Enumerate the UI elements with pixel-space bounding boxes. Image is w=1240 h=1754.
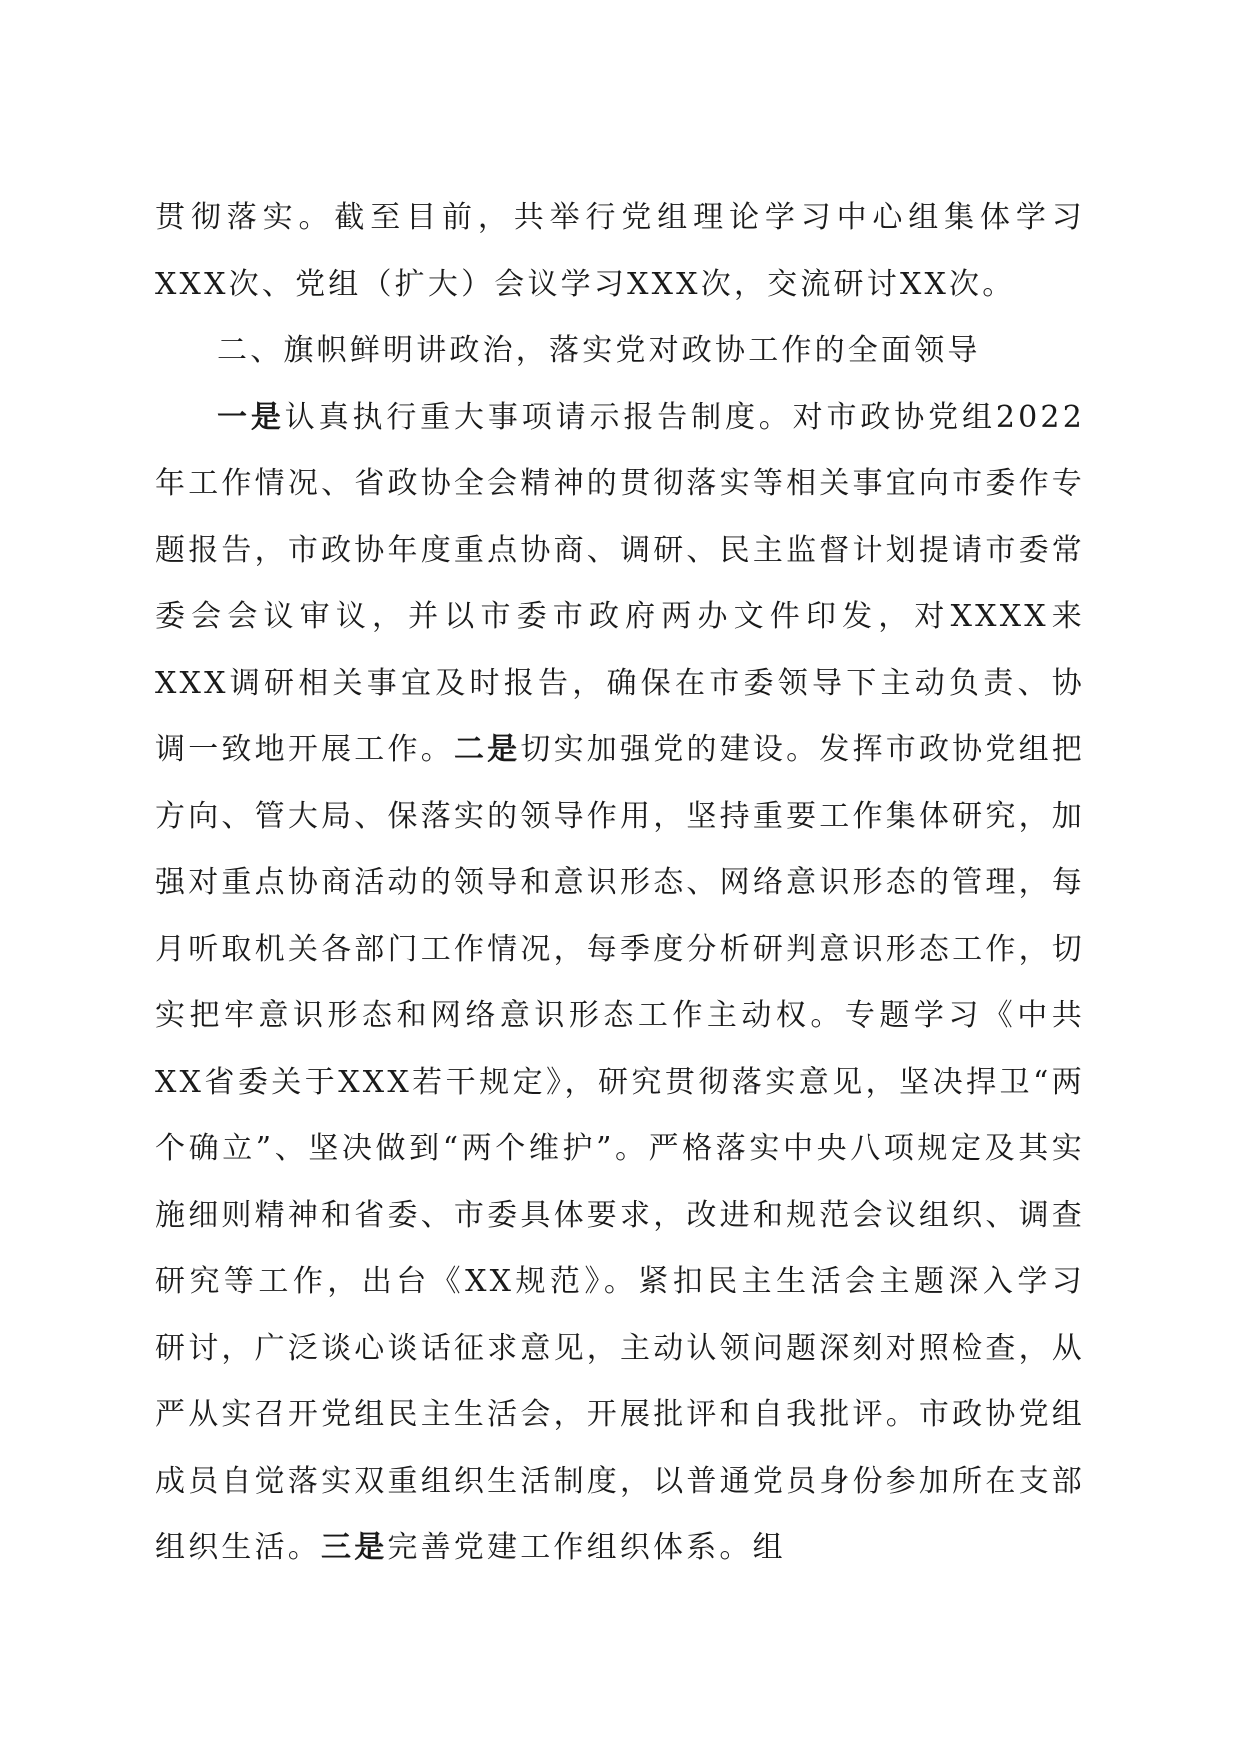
point-three-text: 完善党建工作组织体系。组 bbox=[387, 1530, 786, 1565]
point-one-lead: 一是 bbox=[217, 399, 285, 435]
document-body bbox=[155, 185, 1085, 1582]
paragraph-leadership bbox=[155, 385, 1085, 1582]
section-heading: 二、旗帜鲜明讲政治，落实党对政协工作的全面领导 bbox=[217, 333, 981, 368]
point-two-lead: 二是 bbox=[453, 732, 521, 767]
point-two-text: 切实加强党的建设。发挥市政协党组把方向、管大局、保落实的领导作用，坚持重要工作集体研究，加强对重点协商活动的领导和意识形态、网络意识形态的管理，每月听取机关各部门工作情况，每季度分析研判意识形态工作，切实把牢意识形态和网络意识形态工作主动权。专题学习《中共XX省委关于XXX若干规定》，研究贯彻落实意见，坚决捍卫“两个确立”、坚决做到“两个维护”。严格落实中央八项规定及其实施细则精神和省委、市委具体要求，改进和规范会议组织、调查研究等工作，出台《XX规范》。紧扣民主生活会主题深入学习研讨，广泛谈心谈话征求意见，主动认领问题深刻对照检查，从严从实召开党组民主生活会，开展批评和自我批评。市政协党组成员自觉落实双重组织生活制度，以普通党员身份参加所在支部组织生活。 bbox=[155, 732, 1085, 1565]
point-one-text: 认真执行重大事项请示报告制度。对市政协党组2022年工作情况、省政协全会精神的贯彻落实等相关事宜向市委作专题报告，市政协年度重点协商、调研、民主监督计划提请市委常委会会议审议，并以市委市政府两办文件印发，对XXXX来XXX调研相关事宜及时报告，确保在市委领导下主动负责、协调一致地开展工作。 bbox=[155, 399, 1085, 767]
point-three-lead: 三是 bbox=[321, 1530, 388, 1565]
paragraph-continuation: 贯彻落实。截至目前，共举行党组理论学习中心组集体学习XXX次、党组（扩大）会议学习XXX次，交流研讨XX次。 bbox=[155, 200, 1085, 302]
